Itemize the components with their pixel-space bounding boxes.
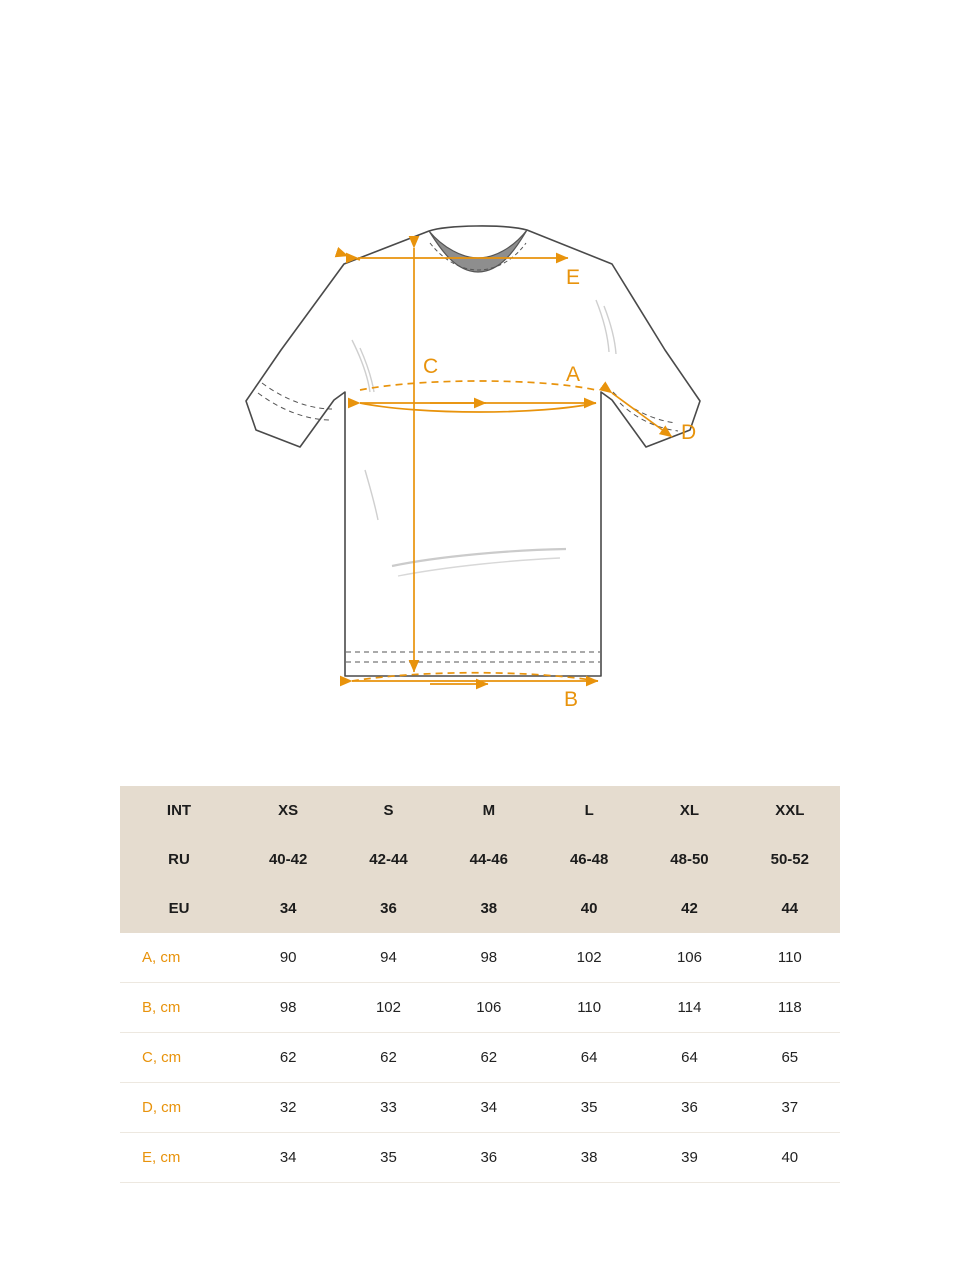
- cell-e-l: 38: [539, 1133, 639, 1183]
- table-row-int: [120, 786, 840, 835]
- cell-b-xxl: 118: [740, 983, 840, 1033]
- cell-c-xl: 64: [639, 1033, 739, 1083]
- cell-a-xxl: 110: [740, 933, 840, 983]
- cell-int-m: M: [439, 786, 539, 835]
- cell-b-xl: 114: [639, 983, 739, 1033]
- measure-label-E: E: [566, 266, 581, 289]
- cell-c-s: 62: [338, 1033, 438, 1083]
- table-bottom-spacer: [120, 1183, 840, 1233]
- cell-d-l: 35: [539, 1083, 639, 1133]
- cell-e-xs: 34: [238, 1133, 338, 1183]
- cell-d-m: 34: [439, 1083, 539, 1133]
- measure-label-A: A: [566, 363, 581, 386]
- cell-eu-xl: 42: [639, 884, 739, 933]
- table-row: [120, 1083, 840, 1133]
- cell-ru-xl: 48-50: [639, 835, 739, 884]
- cell-c-l: 64: [539, 1033, 639, 1083]
- row-label-ru: RU: [120, 835, 238, 884]
- cell-b-m: 106: [439, 983, 539, 1033]
- cell-e-m: 36: [439, 1133, 539, 1183]
- row-label-c: C, cm: [120, 1033, 238, 1083]
- cell-int-xs: XS: [238, 786, 338, 835]
- cell-c-xxl: 65: [740, 1033, 840, 1083]
- cell-int-xl: XL: [639, 786, 739, 835]
- table-row-ru: [120, 835, 840, 884]
- cell-e-s: 35: [338, 1133, 438, 1183]
- measure-label-C: C: [423, 355, 439, 378]
- table-row: [120, 983, 840, 1033]
- cell-d-s: 33: [338, 1083, 438, 1133]
- cell-b-s: 102: [338, 983, 438, 1033]
- cell-d-xs: 32: [238, 1083, 338, 1133]
- row-label-int: INT: [120, 786, 238, 835]
- measure-label-D: D: [681, 421, 697, 444]
- cell-b-xs: 98: [238, 983, 338, 1033]
- cell-eu-xxl: 44: [740, 884, 840, 933]
- cell-eu-s: 36: [338, 884, 438, 933]
- table-row-eu: [120, 884, 840, 933]
- cell-eu-l: 40: [539, 884, 639, 933]
- cell-int-s: S: [338, 786, 438, 835]
- cell-a-xl: 106: [639, 933, 739, 983]
- size-chart: [120, 786, 840, 1232]
- cell-a-l: 102: [539, 933, 639, 983]
- cell-d-xxl: 37: [740, 1083, 840, 1133]
- row-label-a: A, cm: [120, 933, 238, 983]
- tshirt-outline: [246, 226, 700, 676]
- cell-ru-m: 44-46: [439, 835, 539, 884]
- cell-c-m: 62: [439, 1033, 539, 1083]
- row-label-eu: EU: [120, 884, 238, 933]
- cell-c-xs: 62: [238, 1033, 338, 1083]
- cell-eu-xs: 34: [238, 884, 338, 933]
- cell-e-xxl: 40: [740, 1133, 840, 1183]
- row-label-b: B, cm: [120, 983, 238, 1033]
- cell-int-l: L: [539, 786, 639, 835]
- size-table: [120, 786, 840, 1232]
- measure-label-B: B: [564, 688, 579, 711]
- cell-eu-m: 38: [439, 884, 539, 933]
- row-label-d: D, cm: [120, 1083, 238, 1133]
- table-row: [120, 1033, 840, 1083]
- cell-a-xs: 90: [238, 933, 338, 983]
- cell-ru-l: 46-48: [539, 835, 639, 884]
- cell-ru-xxl: 50-52: [740, 835, 840, 884]
- spacer-cell: [120, 1183, 840, 1233]
- cell-int-xxl: XXL: [740, 786, 840, 835]
- cell-ru-s: 42-44: [338, 835, 438, 884]
- table-row: [120, 1133, 840, 1183]
- cell-ru-xs: 40-42: [238, 835, 338, 884]
- cell-e-xl: 39: [639, 1133, 739, 1183]
- cell-d-xl: 36: [639, 1083, 739, 1133]
- row-label-e: E, cm: [120, 1133, 238, 1183]
- table-row: [120, 933, 840, 983]
- cell-b-l: 110: [539, 983, 639, 1033]
- cell-a-m: 98: [439, 933, 539, 983]
- cell-a-s: 94: [338, 933, 438, 983]
